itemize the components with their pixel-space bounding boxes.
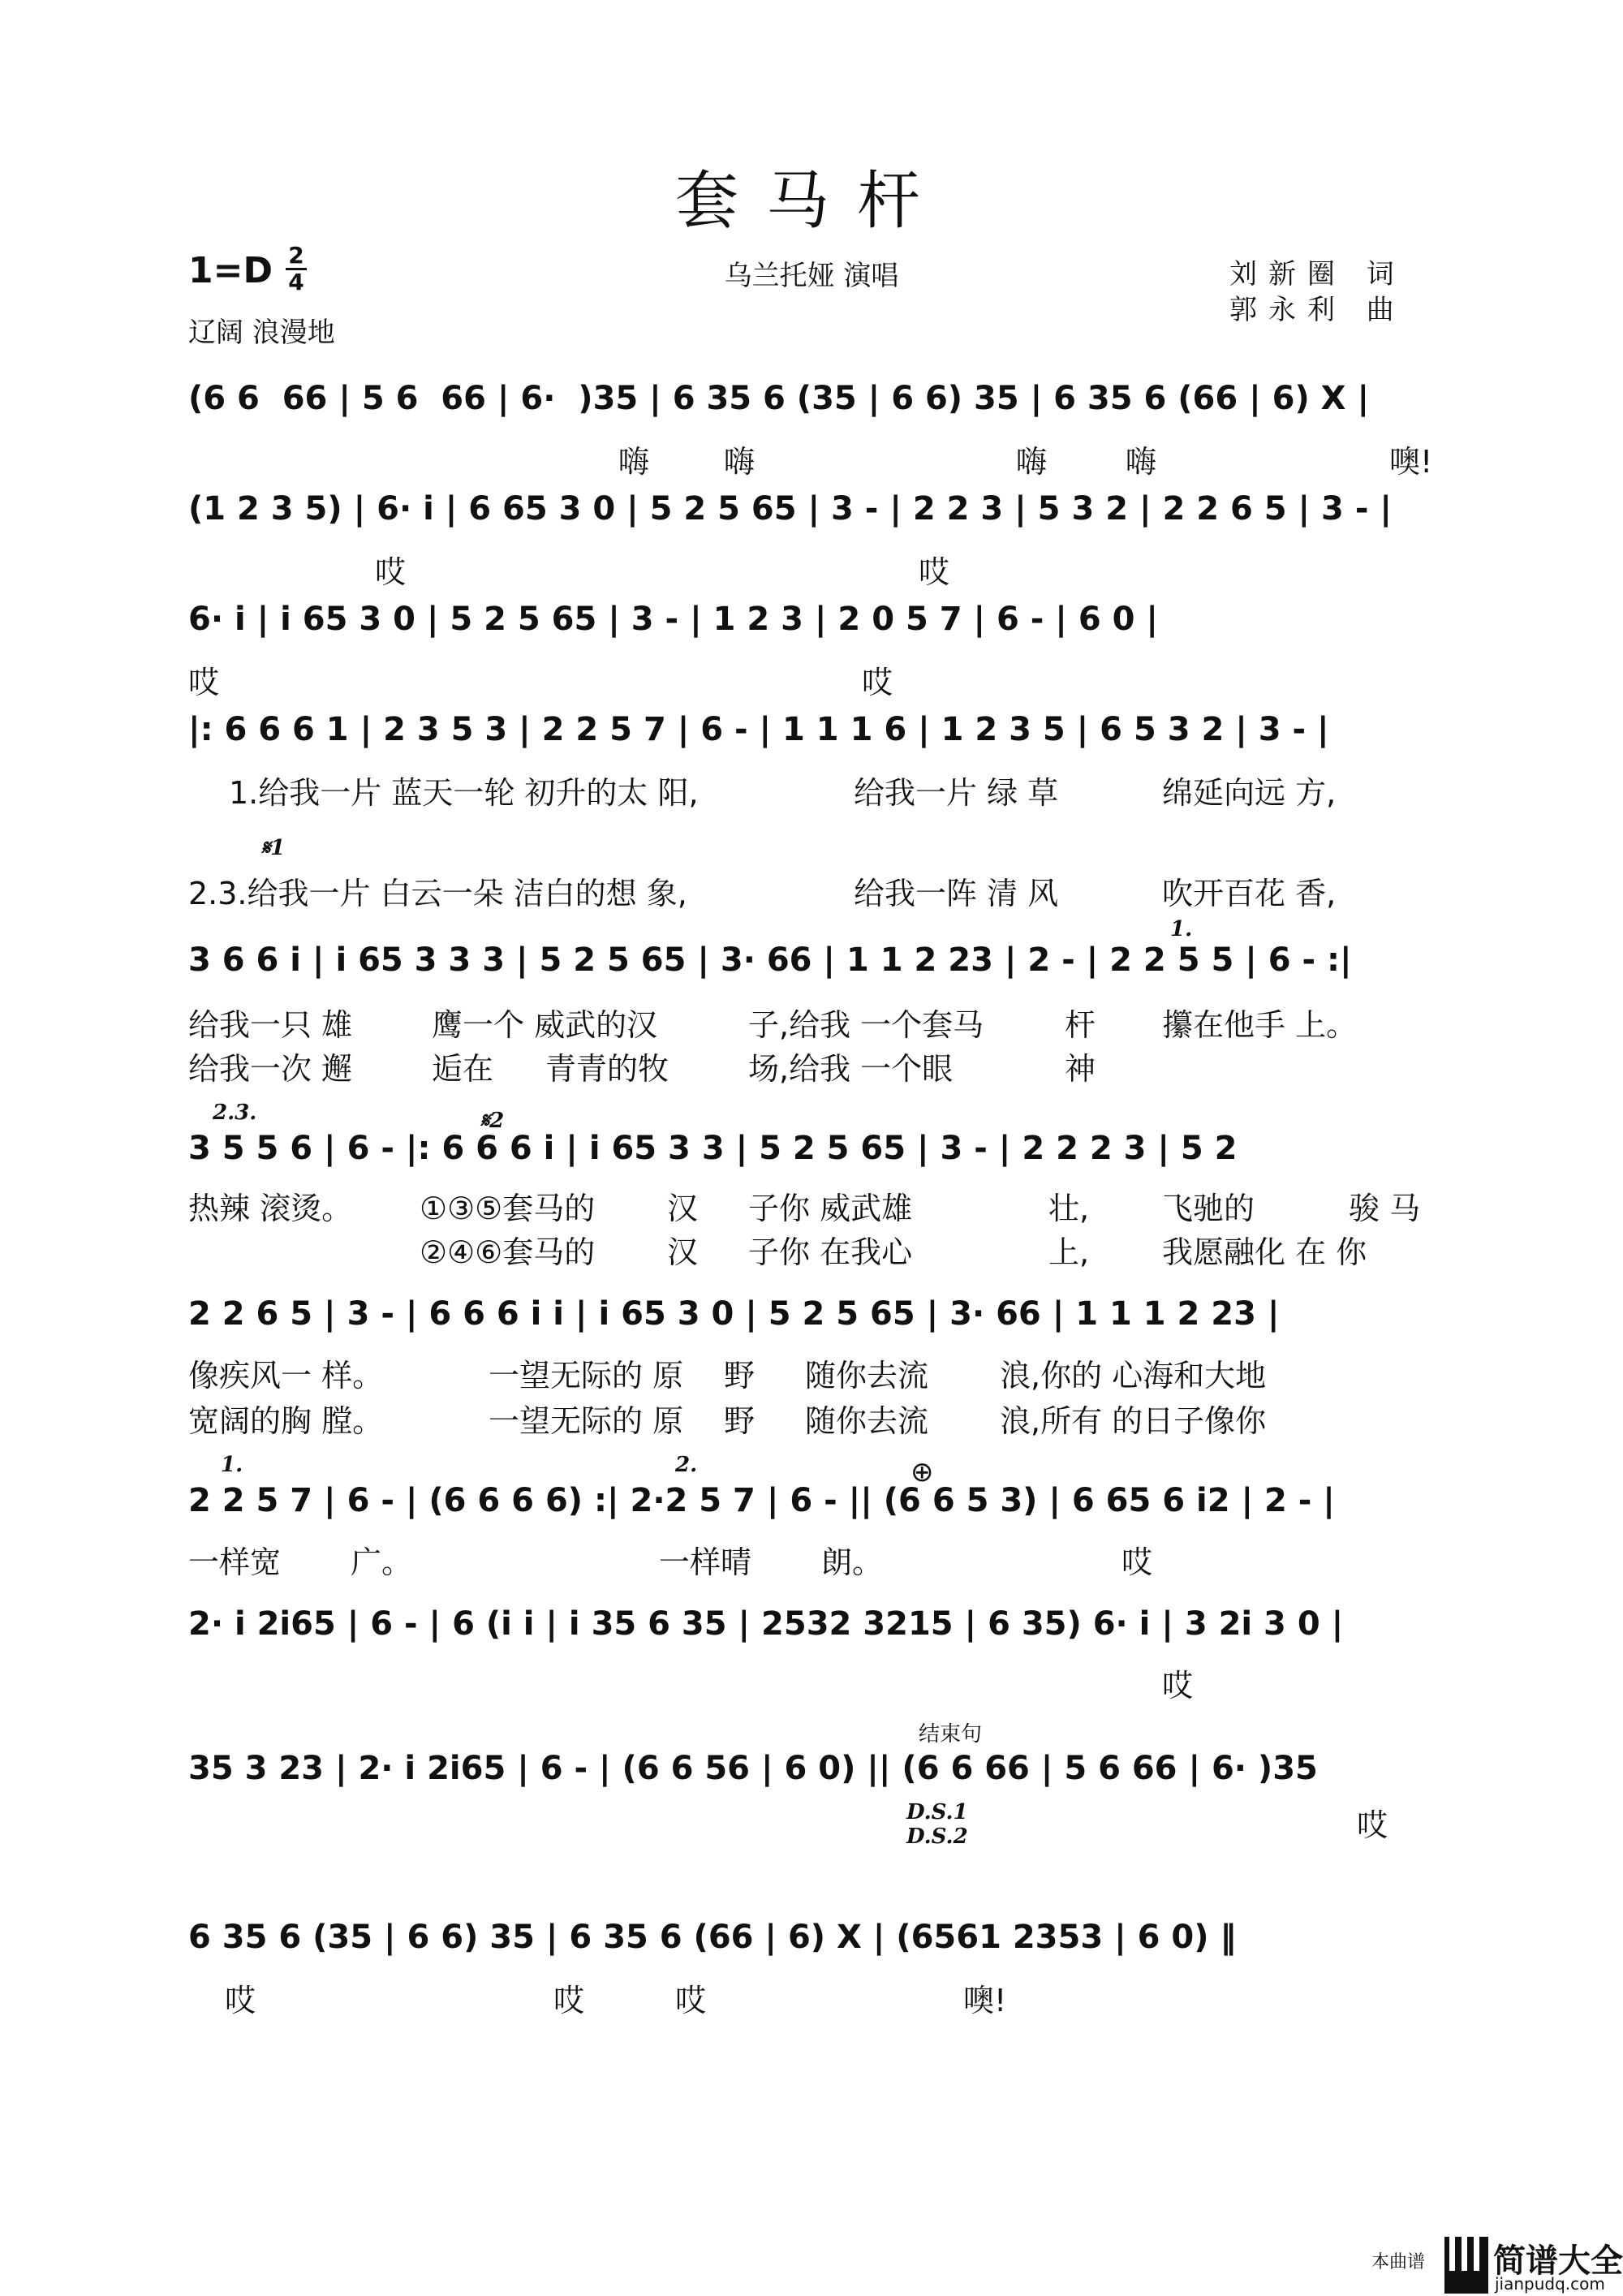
lyric: 飞驰的 (1162, 1191, 1255, 1226)
key-signature: 1=D (188, 250, 273, 291)
notes-system-7: 3 5 5 6 | 6 - |: 6 6 6 i | i 65 3 3 | 5 2 5 65 | 3 - | 2 2 2 3 | 5 2 (188, 1130, 1238, 1167)
tempo-marking: 辽阔 浪漫地 (188, 317, 335, 349)
lyric: 噢! (963, 1983, 1007, 2018)
lyric: 嗨 (618, 444, 650, 480)
lyric: 野 (724, 1358, 756, 1394)
lyric: 哎 (1162, 1668, 1194, 1704)
singer-credit: 乌兰托娅 演唱 (724, 260, 899, 292)
lyric: 汉 (667, 1191, 699, 1226)
lyric: ②④⑥套马的 (420, 1234, 596, 1270)
lyric: 哎 (1121, 1544, 1153, 1580)
system-10 (188, 1605, 1433, 1711)
lyric: 场,给我 一个眼 (748, 1051, 954, 1087)
lyric: ①③⑤套马的 (420, 1191, 596, 1226)
ds1-marking: D.S.1 (906, 1800, 968, 1824)
lyric: 给我一阵 清 风 (854, 876, 1059, 911)
lyric: 浪,你的 心海和大地 (1000, 1358, 1267, 1394)
lyricist-credit: 刘新圈 词 (1229, 258, 1406, 291)
ds2-marking: D.S.2 (906, 1824, 968, 1849)
lyric: 我愿融化 在 你 (1162, 1234, 1367, 1270)
lyric: 哎 (919, 554, 950, 590)
lyric: 随你去流 (805, 1403, 929, 1439)
lyric: 子,给我 一个套马 (748, 1007, 984, 1043)
system-1 (188, 380, 1433, 493)
lyric: 攥在他手 上。 (1162, 1007, 1358, 1043)
logo-url: jianpudq.com (1495, 2274, 1605, 2294)
lyric: 骏 马 (1349, 1191, 1421, 1226)
lyric: 1.给我一片 蓝天一轮 初升的太 阳, (229, 775, 699, 811)
lyric: 给我一次 邂 (188, 1051, 353, 1087)
lyric: 2.3.给我一片 白云一朵 洁白的想 象, (188, 876, 687, 911)
notes-system-6: 3 6 6 i | i 65 3 3 3 | 5 2 5 65 | 3· 66 | 1 1 2 23 | 2 - | 2 2 5 5 | 6 - :| (188, 941, 1352, 979)
lyric: 噢! (1389, 444, 1433, 480)
system-9 (188, 1453, 1433, 1587)
lyric: 哎 (225, 1983, 256, 2018)
notes-system-8: 2 2 6 5 | 3 - | 6 6 6 i i | i 65 3 0 | 5 2 5 65 | 3· 66 | 1 1 1 2 23 | (188, 1295, 1280, 1333)
lyric: 浪,所有 的日子像你 (1000, 1403, 1267, 1439)
lyric: 吹开百花 香, (1162, 876, 1337, 911)
lyric: 哎 (375, 554, 407, 590)
lyric: 给我一只 雄 (188, 1007, 353, 1043)
logo-text: 简谱大全 (1493, 2242, 1623, 2280)
lyric: 壮, (1048, 1191, 1090, 1226)
coda-label: 结束句 (919, 1722, 983, 1747)
lyric: 哎 (675, 1983, 707, 2018)
lyric: 野 (724, 1403, 756, 1439)
notes-system-9: 2 2 5 7 | 6 - | (6 6 6 6) :| 2·2 5 7 | 6 - || (6 6 5 3) | 6 65 6 i2 | 2 - | (188, 1482, 1335, 1519)
notes-system-3: 6· i | i 65 3 0 | 5 2 5 65 | 3 - | 1 2 3 | 2 0 5 7 | 6 - | 6 0 | (188, 601, 1158, 638)
segno-1: 𝄋1 (261, 836, 286, 860)
lyric: 热辣 滚烫。 (188, 1191, 353, 1226)
lyric: 宽阔的胸 膛。 (188, 1403, 384, 1439)
lyric: 一样晴 (659, 1544, 752, 1580)
notes-system-1: (6 6 66 | 5 6 66 | 6· )35 | 6 35 6 (35 | 6 6) 35 | 6 35 6 (66 | 6) X | (188, 380, 1370, 417)
lyric: 哎 (1357, 1807, 1388, 1843)
lyric: 子你 威武雄 (748, 1191, 913, 1226)
footer-note: 本曲谱 (1371, 2252, 1426, 2272)
lyric: 一样宽 (188, 1544, 282, 1580)
site-logo[interactable] (1444, 2234, 1623, 2296)
segno-2: 𝄋2 (480, 1109, 505, 1133)
coda-icon: ⊕ (911, 1456, 934, 1488)
lyric: 像疾风一 样。 (188, 1358, 384, 1394)
system-8 (188, 1295, 1433, 1450)
system-11 (188, 1722, 1433, 1888)
lyric: 随你去流 (805, 1358, 929, 1394)
lyric: 一望无际的 原 (489, 1403, 684, 1439)
notes-system-12: 6 35 6 (35 | 6 6) 35 | 6 35 6 (66 | 6) X | (6561 2353 | 6 0) ‖ (188, 1919, 1237, 1956)
lyric: 嗨 (1126, 444, 1157, 480)
lyric: 给我一片 绿 草 (854, 775, 1059, 811)
system-12 (188, 1919, 1433, 2032)
system-3 (188, 601, 1433, 714)
notes-system-2: (1 2 3 5) | 6· i | 6 65 3 0 | 5 2 5 65 | 3 - | 2 2 3 | 5 3 2 | 2 2 6 5 | 3 - | (188, 490, 1392, 528)
volta-1: 1. (1170, 917, 1193, 941)
lyric: 朗。 (821, 1544, 884, 1580)
piano-icon (1444, 2237, 1488, 2294)
notes-system-10: 2· i 2i65 | 6 - | 6 (i i | i 35 6 35 | 2532 3215 | 6 35) 6· i | 3 2i 3 0 | (188, 1605, 1344, 1643)
volta-1b: 1. (221, 1453, 243, 1477)
system-4 (188, 711, 1433, 825)
lyric: 鹰一个 威武的汉 (432, 1007, 658, 1043)
notes-system-4: |: 6 6 6 1 | 2 3 5 3 | 2 2 5 7 | 6 - | 1 1 1 6 | 1 2 3 5 | 6 5 3 2 | 3 - | (188, 711, 1329, 748)
song-title: 套马杆 (674, 165, 948, 238)
lyric: 一望无际的 原 (489, 1358, 684, 1394)
verse2-line (188, 836, 1433, 909)
lyric: 杆 (1065, 1007, 1096, 1043)
system-6 (188, 917, 1433, 1096)
lyric: 哎 (862, 665, 893, 700)
lyric: 青青的牧 (545, 1051, 669, 1087)
lyric: 哎 (188, 665, 220, 700)
lyric: 哎 (553, 1983, 585, 2018)
composer-credit: 郭永利 曲 (1229, 294, 1406, 326)
time-top: 2 (288, 242, 304, 269)
lyric: 神 (1065, 1051, 1096, 1087)
lyric: 子你 在我心 (748, 1234, 913, 1270)
time-bottom: 4 (288, 269, 304, 295)
lyric: 嗨 (1016, 444, 1048, 480)
notes-system-11: 35 3 23 | 2· i 2i65 | 6 - | (6 6 56 | 6 0) || (6 6 66 | 5 6 66 | 6· )35 (188, 1750, 1318, 1787)
system-7 (188, 1101, 1433, 1292)
volta-2: 2. (675, 1453, 698, 1477)
volta-23: 2.3. (213, 1101, 257, 1125)
lyric: 绵延向远 方, (1162, 775, 1337, 811)
lyric: 嗨 (724, 444, 756, 480)
lyric: 汉 (667, 1234, 699, 1270)
lyric: 广。 (351, 1544, 413, 1580)
system-2 (188, 490, 1433, 604)
lyric: 逅在 (432, 1051, 494, 1087)
lyric: 上, (1048, 1234, 1090, 1270)
